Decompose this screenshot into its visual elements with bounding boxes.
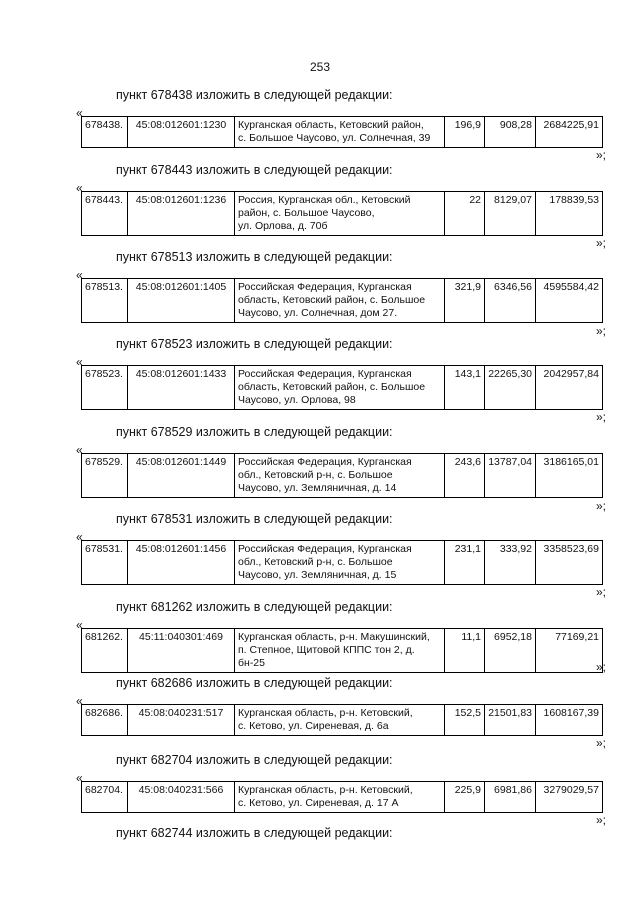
specific-value-cell: 6981,86	[485, 782, 536, 813]
close-quote: »;	[596, 410, 607, 424]
table-row	[82, 454, 603, 498]
address-cell	[235, 782, 445, 813]
row-number-cell: 678438.	[82, 117, 128, 148]
open-quote: «	[76, 268, 83, 282]
address-line: Чаусово, ул. Солнечная, дом 27.	[238, 307, 398, 319]
property-table	[81, 453, 603, 498]
address-line: с. Большое Чаусово, ул. Солнечная, 39	[238, 132, 431, 144]
address-line: Российская Федерация, Курганская	[238, 368, 412, 380]
table-row	[82, 279, 603, 323]
amendment-heading: пункт 678523 изложить в следующей редакции:	[116, 337, 393, 351]
address-line: Российская Федерация, Курганская	[238, 543, 412, 555]
address-line: обл., Кетовский р-н, с. Большое	[238, 556, 393, 568]
specific-value-cell: 22265,30	[485, 366, 536, 410]
cadastral-value-cell: 178839,53	[536, 192, 603, 236]
address-line: с. Кетово, ул. Сиреневая, д. 6а	[238, 720, 389, 732]
close-quote: »;	[596, 585, 607, 599]
open-quote: «	[76, 106, 83, 120]
property-table	[81, 191, 603, 236]
cadastral-number-cell: 45:11:040301:469	[128, 629, 235, 673]
address-cell	[235, 705, 445, 736]
cadastral-value-cell: 1608167,39	[536, 705, 603, 736]
specific-value-cell: 333,92	[485, 541, 536, 585]
close-quote: »;	[596, 148, 607, 162]
table-row	[82, 366, 603, 410]
area-cell: 243,6	[445, 454, 485, 498]
close-quote: »;	[596, 236, 607, 250]
amendment-heading: пункт 681262 изложить в следующей редакции:	[116, 600, 393, 614]
address-line: область, Кетовский район, с. Большое	[238, 294, 426, 306]
area-cell: 225,9	[445, 782, 485, 813]
address-line: с. Кетово, ул. Сиреневая, д. 17 А	[238, 797, 399, 809]
area-cell: 11,1	[445, 629, 485, 673]
amendment-heading: пункт 682744 изложить в следующей редакции:	[116, 826, 393, 840]
open-quote: «	[76, 771, 83, 785]
cadastral-number-cell: 45:08:012601:1230	[128, 117, 235, 148]
row-number-cell: 678531.	[82, 541, 128, 585]
amendment-heading: пункт 678438 изложить в следующей редакции:	[116, 88, 393, 102]
row-number-cell: 678513.	[82, 279, 128, 323]
table-row	[82, 117, 603, 148]
cadastral-number-cell: 45:08:012601:1433	[128, 366, 235, 410]
specific-value-cell: 21501,83	[485, 705, 536, 736]
amendment-heading: пункт 678531 изложить в следующей редакции:	[116, 512, 393, 526]
row-number-cell: 682704.	[82, 782, 128, 813]
address-line: район, с. Большое Чаусово,	[238, 207, 375, 219]
property-table	[81, 781, 603, 813]
address-line: область, Кетовский район, с. Большое	[238, 381, 426, 393]
open-quote: «	[76, 694, 83, 708]
address-line: Россия, Курганская обл., Кетовский	[238, 194, 411, 206]
close-quote: »;	[596, 660, 607, 674]
property-table	[81, 540, 603, 585]
area-cell: 22	[445, 192, 485, 236]
close-quote: »;	[596, 813, 607, 827]
row-number-cell: 682686.	[82, 705, 128, 736]
address-line: Российская Федерация, Курганская	[238, 456, 412, 468]
cadastral-value-cell: 2684225,91	[536, 117, 603, 148]
specific-value-cell: 8129,07	[485, 192, 536, 236]
amendment-heading: пункт 682686 изложить в следующей редакции:	[116, 676, 393, 690]
open-quote: «	[76, 530, 83, 544]
amendment-heading: пункт 678513 изложить в следующей редакции:	[116, 250, 393, 264]
open-quote: «	[76, 443, 83, 457]
property-table	[81, 628, 603, 673]
cadastral-value-cell: 4595584,42	[536, 279, 603, 323]
amendment-heading: пункт 682704 изложить в следующей редакции:	[116, 753, 393, 767]
cadastral-value-cell: 3279029,57	[536, 782, 603, 813]
area-cell: 321,9	[445, 279, 485, 323]
table-row	[82, 541, 603, 585]
address-cell	[235, 117, 445, 148]
area-cell: 152,5	[445, 705, 485, 736]
specific-value-cell: 13787,04	[485, 454, 536, 498]
table-row	[82, 782, 603, 813]
table-row	[82, 192, 603, 236]
cadastral-number-cell: 45:08:040231:566	[128, 782, 235, 813]
property-table	[81, 278, 603, 323]
table-row	[82, 629, 603, 673]
cadastral-value-cell: 3358523,69	[536, 541, 603, 585]
address-line: п. Степное, Щитовой КППС тон 2, д. бн-25	[238, 644, 415, 669]
address-cell	[235, 192, 445, 236]
close-quote: »;	[596, 736, 607, 750]
cadastral-value-cell: 2042957,84	[536, 366, 603, 410]
address-cell	[235, 629, 445, 673]
cadastral-number-cell: 45:08:012601:1456	[128, 541, 235, 585]
specific-value-cell: 6346,56	[485, 279, 536, 323]
table-row	[82, 705, 603, 736]
close-quote: »;	[596, 324, 607, 338]
address-line: Курганская область, Кетовский район,	[238, 119, 424, 131]
row-number-cell: 678529.	[82, 454, 128, 498]
address-line: Курганская область, р-н. Кетовский,	[238, 784, 413, 796]
address-cell	[235, 279, 445, 323]
address-line: обл., Кетовский р-н, с. Большое	[238, 469, 393, 481]
area-cell: 143,1	[445, 366, 485, 410]
area-cell: 196,9	[445, 117, 485, 148]
address-line: Чаусово, ул. Земляничная, д. 15	[238, 569, 397, 581]
row-number-cell: 678443.	[82, 192, 128, 236]
address-cell	[235, 366, 445, 410]
property-table	[81, 116, 603, 148]
open-quote: «	[76, 355, 83, 369]
close-quote: »;	[596, 499, 607, 513]
specific-value-cell: 908,28	[485, 117, 536, 148]
address-cell	[235, 454, 445, 498]
address-line: Российская Федерация, Курганская	[238, 281, 412, 293]
address-line: ул. Орлова, д. 70б	[238, 220, 328, 232]
row-number-cell: 678523.	[82, 366, 128, 410]
address-line: Чаусово, ул. Орлова, 98	[238, 394, 356, 406]
amendment-heading: пункт 678529 изложить в следующей редакции:	[116, 425, 393, 439]
address-line: Чаусово, ул. Земляничная, д. 14	[238, 482, 397, 494]
property-table	[81, 365, 603, 410]
cadastral-number-cell: 45:08:040231:517	[128, 705, 235, 736]
cadastral-number-cell: 45:08:012601:1449	[128, 454, 235, 498]
open-quote: «	[76, 181, 83, 195]
cadastral-number-cell: 45:08:012601:1236	[128, 192, 235, 236]
property-table	[81, 704, 603, 736]
area-cell: 231,1	[445, 541, 485, 585]
cadastral-value-cell: 77169,21	[536, 629, 603, 673]
cadastral-number-cell: 45:08:012601:1405	[128, 279, 235, 323]
open-quote: «	[76, 618, 83, 632]
specific-value-cell: 6952,18	[485, 629, 536, 673]
address-line: Курганская область, р-н. Кетовский,	[238, 707, 413, 719]
cadastral-value-cell: 3186165,01	[536, 454, 603, 498]
amendment-heading: пункт 678443 изложить в следующей редакции:	[116, 163, 393, 177]
page-number: 253	[309, 60, 331, 74]
row-number-cell: 681262.	[82, 629, 128, 673]
address-line: Курганская область, р-н. Макушинский,	[238, 631, 430, 643]
address-cell	[235, 541, 445, 585]
